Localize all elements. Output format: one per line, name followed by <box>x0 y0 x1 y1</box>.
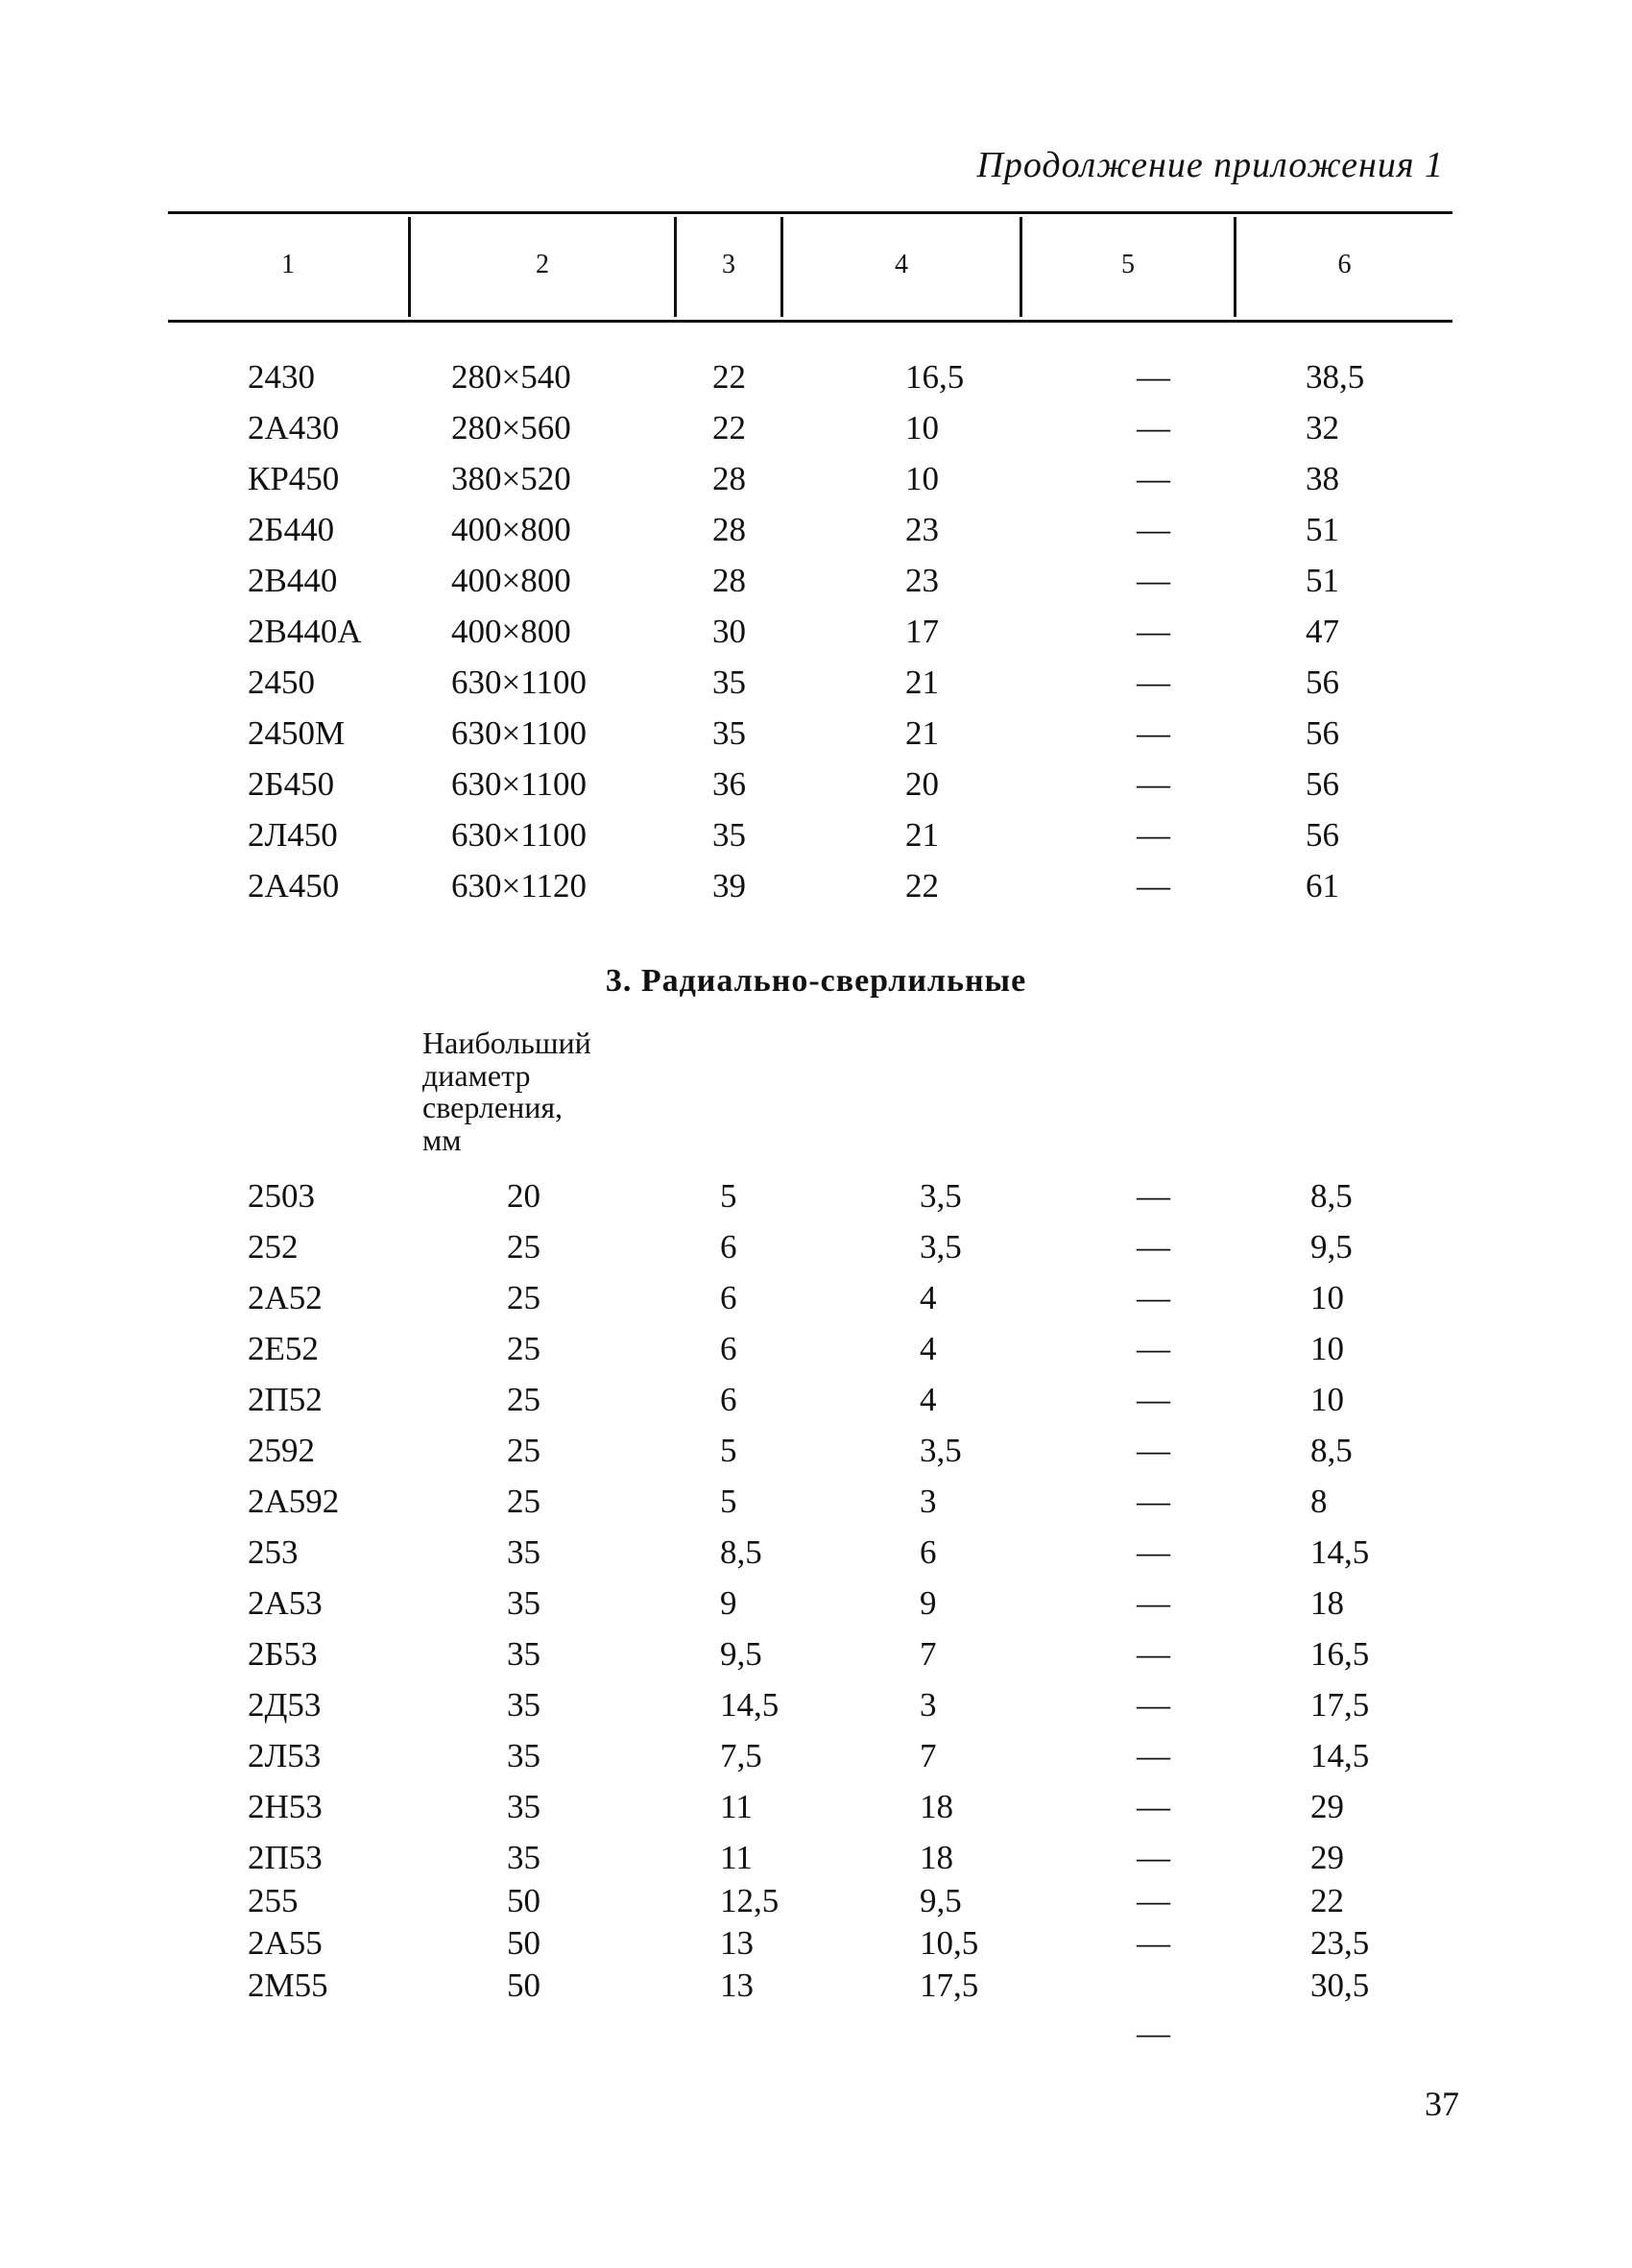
table-row-cell: 630×1100 <box>451 664 587 701</box>
table-row-cell: 35 <box>507 1686 540 1724</box>
table-row-cell: 13 <box>720 1966 754 2004</box>
table-row-cell: — <box>1137 1228 1170 1266</box>
table-row-cell: 2Е52 <box>248 1330 319 1367</box>
table-row-cell: — <box>1137 1533 1170 1571</box>
table-row-cell: 47 <box>1306 613 1339 650</box>
header-col-5: 5 <box>1121 250 1135 279</box>
table-row-cell: 30 <box>712 613 746 650</box>
table-row-cell: — <box>1137 1924 1170 1962</box>
table-row-cell: 25 <box>507 1279 540 1316</box>
table-row-cell: 56 <box>1306 765 1339 803</box>
table-row-cell: 10 <box>1310 1330 1344 1367</box>
table-row-cell: 28 <box>712 460 746 497</box>
table-row-cell: 35 <box>507 1635 540 1673</box>
table-row-cell: 10 <box>1310 1279 1344 1316</box>
table-row-cell: 8,5 <box>720 1533 762 1571</box>
table-row-cell: 6 <box>720 1228 737 1266</box>
table-row-cell: — <box>1137 460 1170 497</box>
table-row-cell: — <box>1137 1381 1170 1418</box>
table-row-cell: 630×1100 <box>451 765 587 803</box>
table-row-cell: 7,5 <box>720 1737 762 1774</box>
table-row-cell: 5 <box>720 1177 737 1215</box>
table-row-cell: 2Л53 <box>248 1737 322 1774</box>
table-row-cell: 25 <box>507 1228 540 1266</box>
table-row-cell: 51 <box>1306 562 1339 599</box>
table-row-cell: 9,5 <box>720 1635 762 1673</box>
table-row-cell: 56 <box>1306 664 1339 701</box>
table-row-cell: 2П52 <box>248 1381 323 1418</box>
table-row-cell: 3 <box>920 1686 937 1724</box>
table-row-cell: 35 <box>712 664 746 701</box>
table-row-cell: 28 <box>712 562 746 599</box>
table-row-cell: 50 <box>507 1924 540 1962</box>
table-row-cell: 39 <box>712 867 746 905</box>
table-row-cell: 2П53 <box>248 1839 323 1876</box>
table-row-cell: 17,5 <box>920 1966 979 2004</box>
table-row-cell: 18 <box>920 1788 953 1825</box>
table-row-cell: 630×1120 <box>451 867 587 905</box>
table-row-cell: 20 <box>507 1177 540 1215</box>
table-row-cell: 38,5 <box>1306 358 1365 396</box>
table-row-cell: 21 <box>905 816 939 854</box>
table-row-cell: — <box>1137 867 1170 905</box>
table-row-cell: 11 <box>720 1788 753 1825</box>
table-row-cell: 2Б440 <box>248 511 335 548</box>
table-row-cell: 280×540 <box>451 358 571 396</box>
table-row-cell: 51 <box>1306 511 1339 548</box>
table-row-cell: 630×1100 <box>451 816 587 854</box>
table-row-cell: 2В440 <box>248 562 338 599</box>
table-row-cell: 2592 <box>248 1432 315 1469</box>
table-row-cell: 2А430 <box>248 409 340 446</box>
table-row-cell: 10 <box>1310 1381 1344 1418</box>
table-row-cell: — <box>1137 613 1170 650</box>
table-row-cell: 280×560 <box>451 409 571 446</box>
table-row-cell: 14,5 <box>1310 1737 1370 1774</box>
table-row-cell: 8,5 <box>1310 1177 1353 1215</box>
table-row-cell: 35 <box>507 1839 540 1876</box>
table-row-cell: 4 <box>920 1381 937 1418</box>
table-row-cell: 17 <box>905 613 939 650</box>
subheader-line: мм <box>422 1122 462 1157</box>
table-row-cell: 30,5 <box>1310 1966 1370 2004</box>
table-row-cell: 18 <box>1310 1584 1344 1622</box>
table-header-rule <box>168 320 1452 323</box>
trailing-dash: — <box>1137 2015 1170 2052</box>
table-row-cell: 21 <box>905 664 939 701</box>
header-col-3: 3 <box>722 250 735 279</box>
table-row-cell: — <box>1137 358 1170 396</box>
table-row-cell: — <box>1137 1788 1170 1825</box>
header-col-6: 6 <box>1337 250 1352 279</box>
table-row-cell: 22 <box>712 409 746 446</box>
table-row-cell: 2450М <box>248 714 346 752</box>
table-row-cell: 2Н53 <box>248 1788 323 1825</box>
table-row-cell: 23 <box>905 562 939 599</box>
table-row-cell: — <box>1137 1177 1170 1215</box>
table-row-cell: — <box>1137 1737 1170 1774</box>
table-row-cell: 22 <box>905 867 939 905</box>
table-row-cell: — <box>1137 1432 1170 1469</box>
table-row-cell: 61 <box>1306 867 1339 905</box>
table-row-cell: 400×800 <box>451 562 571 599</box>
column-subheader <box>422 1027 672 1156</box>
table-row-cell: 6 <box>720 1279 737 1316</box>
table-row-cell: 9 <box>720 1584 737 1622</box>
table-row-cell: 6 <box>720 1381 737 1418</box>
table-row-cell: 25 <box>507 1432 540 1469</box>
table-row-cell: — <box>1137 1584 1170 1622</box>
table-row-cell: 2Д53 <box>248 1686 322 1724</box>
table-row-cell: — <box>1137 714 1170 752</box>
table-row-cell: 380×520 <box>451 460 571 497</box>
table-row-cell: 11 <box>720 1839 753 1876</box>
table-row-cell: 6 <box>920 1533 937 1571</box>
table-row-cell: 400×800 <box>451 511 571 548</box>
table-row-cell: 56 <box>1306 816 1339 854</box>
table-row-cell: 4 <box>920 1279 937 1316</box>
table-row-cell: 10,5 <box>920 1924 979 1962</box>
table-row-cell: 2Б450 <box>248 765 335 803</box>
table-row-cell: 252 <box>248 1228 299 1266</box>
header-col-4: 4 <box>895 250 908 279</box>
table-row-cell: 2А52 <box>248 1279 323 1316</box>
continuation-title: Продолжение приложения 1 <box>976 145 1444 185</box>
table-row-cell: 35 <box>507 1788 540 1825</box>
table-row-cell: 35 <box>507 1737 540 1774</box>
table-row-cell: 9,5 <box>1310 1228 1353 1266</box>
table-row-cell: 17,5 <box>1310 1686 1370 1724</box>
table-row-cell: 12,5 <box>720 1882 780 1919</box>
table-row-cell: 255 <box>248 1882 299 1919</box>
table-row-cell: 2М55 <box>248 1966 328 2004</box>
table-row-cell: 630×1100 <box>451 714 587 752</box>
table-row-cell: 2А592 <box>248 1483 340 1520</box>
table-row-cell: 2А450 <box>248 867 340 905</box>
table-row-cell: 2450 <box>248 664 315 701</box>
table-row-cell: — <box>1137 1839 1170 1876</box>
table-row-cell: — <box>1137 409 1170 446</box>
table-row-cell: 253 <box>248 1533 299 1571</box>
table-row-cell: 13 <box>720 1924 754 1962</box>
table-row-cell: 38 <box>1306 460 1339 497</box>
table-row-cell: 2В440А <box>248 613 362 650</box>
table-row-cell: 2Б53 <box>248 1635 318 1673</box>
table-row-cell: — <box>1137 1686 1170 1724</box>
table-row-cell: 10 <box>905 409 939 446</box>
table-row-cell: 16,5 <box>1310 1635 1370 1673</box>
table-row-cell: 14,5 <box>720 1686 780 1724</box>
table-row-cell: 25 <box>507 1330 540 1367</box>
table-row-cell: 9 <box>920 1584 937 1622</box>
table-row-cell: 2503 <box>248 1177 315 1215</box>
table-row-cell: — <box>1137 1635 1170 1673</box>
table-row-cell: 8,5 <box>1310 1432 1353 1469</box>
table-row-cell: 3,5 <box>920 1432 962 1469</box>
table-row-cell: 25 <box>507 1483 540 1520</box>
table-row-cell: — <box>1137 1882 1170 1919</box>
table-row-cell: 2Л450 <box>248 816 338 854</box>
table-row-cell: 3,5 <box>920 1228 962 1266</box>
table-row-cell: — <box>1137 765 1170 803</box>
table-row-cell: 21 <box>905 714 939 752</box>
table-row-cell: — <box>1137 664 1170 701</box>
section-title: 3. Радиально-сверлильные <box>605 963 1027 999</box>
table-row-cell: 18 <box>920 1839 953 1876</box>
table-row-cell: 10 <box>905 460 939 497</box>
table-row-cell: КР450 <box>248 460 340 497</box>
table-row-cell: 14,5 <box>1310 1533 1370 1571</box>
table-row-cell: 3,5 <box>920 1177 962 1215</box>
table-row-cell: 29 <box>1310 1839 1344 1876</box>
table-row-cell: 56 <box>1306 714 1339 752</box>
table-row-cell: 36 <box>712 765 746 803</box>
table-row-cell: 22 <box>1310 1882 1344 1919</box>
table-row-cell: 7 <box>920 1635 937 1673</box>
table-row-cell: — <box>1137 816 1170 854</box>
table-row-cell: 2А53 <box>248 1584 323 1622</box>
table-row-cell: 20 <box>905 765 939 803</box>
table-row-cell: 6 <box>720 1330 737 1367</box>
subheader-line: Наибольший <box>422 1025 591 1060</box>
table-row-cell: 35 <box>712 816 746 854</box>
subheader-line: диаметр <box>422 1057 531 1093</box>
table-row-cell: 16,5 <box>905 358 965 396</box>
table-row-cell: — <box>1137 1483 1170 1520</box>
header-col-2: 2 <box>536 250 549 279</box>
table-row-cell: 35 <box>507 1533 540 1571</box>
table-row-cell: 22 <box>712 358 746 396</box>
table-row-cell: 2430 <box>248 358 315 396</box>
table-row-cell: 3 <box>920 1483 937 1520</box>
table-row-cell: 9,5 <box>920 1882 962 1919</box>
table-row-cell: — <box>1137 562 1170 599</box>
table-row-cell: 7 <box>920 1737 937 1774</box>
table-row-cell: 35 <box>507 1584 540 1622</box>
table-row-cell: 2А55 <box>248 1924 323 1962</box>
table-row-cell: 8 <box>1310 1483 1328 1520</box>
table-row-cell: 5 <box>720 1483 737 1520</box>
table-row-cell: 23,5 <box>1310 1924 1370 1962</box>
subheader-line: сверления, <box>422 1090 564 1125</box>
table-row-cell: — <box>1137 511 1170 548</box>
page-number: 37 <box>1425 2085 1459 2123</box>
table-row-cell: 25 <box>507 1381 540 1418</box>
table-row-cell: 50 <box>507 1882 540 1919</box>
table-row-cell: 32 <box>1306 409 1339 446</box>
table-row-cell: 28 <box>712 511 746 548</box>
table-row-cell: — <box>1137 1279 1170 1316</box>
table-row-cell: 400×800 <box>451 613 571 650</box>
table-row-cell: 50 <box>507 1966 540 2004</box>
table-row-cell: — <box>1137 1330 1170 1367</box>
table-row-cell: 23 <box>905 511 939 548</box>
table-row-cell: 4 <box>920 1330 937 1367</box>
table-row-cell: 29 <box>1310 1788 1344 1825</box>
table-row-cell: 5 <box>720 1432 737 1469</box>
table-row-cell: 35 <box>712 714 746 752</box>
header-col-1: 1 <box>281 250 295 279</box>
